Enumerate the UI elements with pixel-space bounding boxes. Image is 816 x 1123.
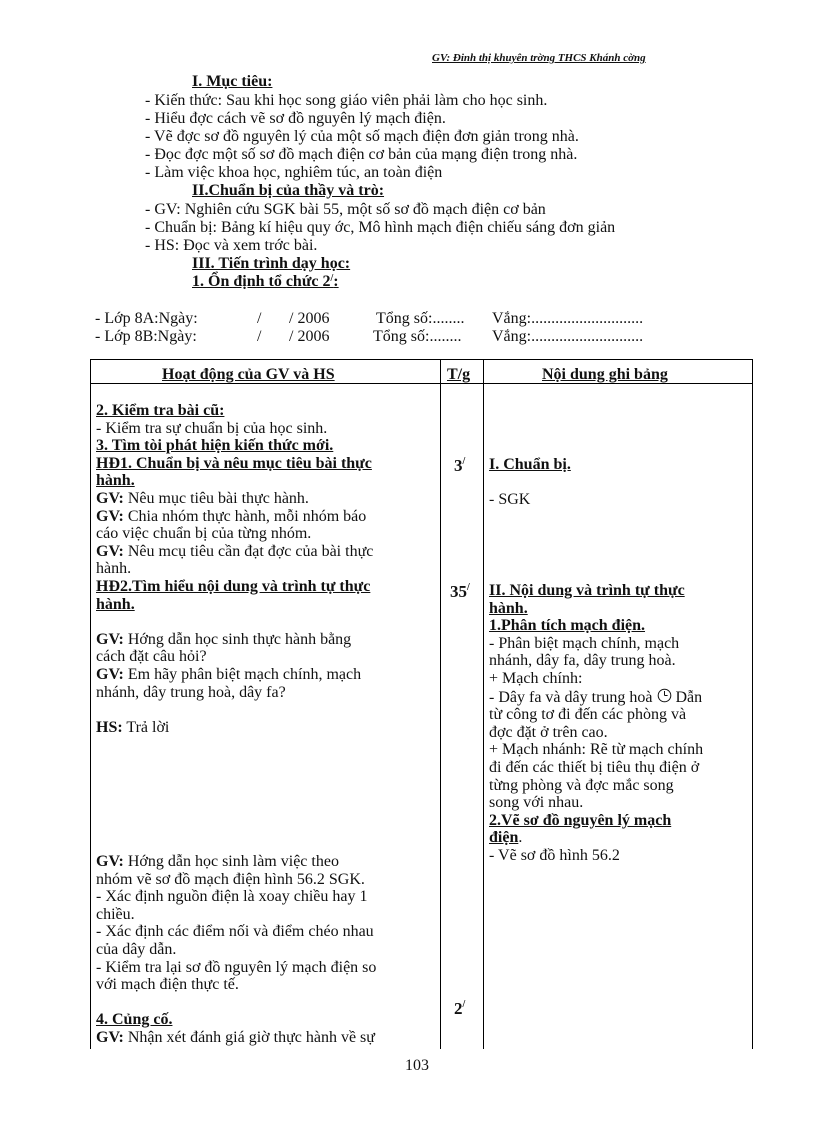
time-number: 35 — [450, 582, 467, 601]
hd1-line — [96, 490, 436, 508]
line-text: hành. — [96, 560, 132, 578]
content-column — [489, 456, 749, 509]
kiemtra-text: - Kiểm tra sự chuẩn bị của học sinh. — [96, 419, 328, 437]
class-8b-year: / 2006 — [289, 328, 330, 345]
r2-line: đi đến các thiết bị tiêu thụ điện ở — [489, 758, 700, 776]
r2-last: - Vẽ sơ đồ hình 56.2 — [489, 846, 620, 864]
hd2-line — [96, 666, 436, 684]
line-text: Nêu mục tiêu bài thực hành. — [123, 489, 309, 507]
hd3-line — [96, 976, 436, 994]
line-text: Trả lời — [122, 718, 170, 736]
activities-column — [96, 402, 436, 736]
table-header-content: Nội dung ghi bảng — [542, 366, 668, 383]
class-8a-year: / 2006 — [289, 310, 330, 327]
timtoi-title: 3. Tìm tòi phát hiện kiến thức mới. — [96, 437, 334, 455]
class-8b-absent: Vắng:............................ — [492, 328, 644, 345]
time-mark: / — [462, 456, 466, 467]
speaker: GV: — [96, 853, 124, 870]
r2-line: + Mạch nhánh: Rẽ từ mạch chính — [489, 741, 704, 759]
hd1-line — [96, 525, 436, 543]
cungco-title: 4. Củng cố. — [96, 1011, 173, 1029]
time-mark: / — [467, 582, 470, 593]
line-text: với mạch điện thực tế. — [96, 976, 239, 994]
r2-line: từng phòng và đợc mắc song — [489, 776, 674, 794]
line-text: cáo việc chuẩn bị của từng nhóm. — [96, 525, 312, 543]
line-text: Hớng dẫn học sinh làm việc theo — [123, 853, 339, 870]
time-value — [450, 582, 470, 602]
class-8b-total: Tổng số:........ — [373, 328, 462, 345]
hd3-line — [96, 853, 436, 871]
objective-item: - Làm việc khoa học, nghiêm túc, an toàn điện — [145, 164, 443, 181]
class-8b-slash: / — [257, 328, 262, 345]
hd2-line — [96, 684, 436, 702]
hd1-line — [96, 508, 436, 526]
r2-title-cont: hành. — [489, 599, 528, 617]
line-text: điện — [489, 829, 519, 847]
speaker: HS: — [96, 718, 123, 736]
page-header: GV: Đinh thị khuyên trờng THCS Khánh cờng — [432, 52, 646, 64]
line-text: Chia nhóm thực hành, mỗi nhóm báo — [123, 507, 367, 525]
r2-line: đợc đặt ở trên cao. — [489, 723, 608, 741]
speaker: GV: — [96, 542, 124, 560]
activities-column-lower — [96, 853, 436, 1047]
hd2-title-cont: hành. — [96, 595, 135, 613]
hd1-title: HĐ1. Chuẩn bị và nêu mục tiêu bài thực — [96, 454, 372, 472]
hd1-line — [96, 543, 436, 561]
r2-sub1: 1.Phân tích mạch điện. — [489, 617, 646, 635]
preparation-item: - Chuẩn bị: Bảng kí hiệu quy ớc, Mô hình mạch điện chiếu sáng đơn giản — [145, 219, 616, 236]
line-text: chiều. — [96, 905, 135, 923]
line-text: nhóm vẽ sơ đồ mạch điện hình 56.2 SGK. — [96, 870, 365, 888]
section-title-preparation: II.Chuẩn bị của thầy và trò: — [192, 182, 385, 199]
class-8a-slash: / — [257, 310, 262, 327]
time-value — [454, 456, 465, 476]
class-8a-absent: Vắng:............................ — [492, 310, 644, 327]
r2-line: - Phân biệt mạch chính, mạch — [489, 634, 680, 652]
speaker: GV: — [96, 630, 124, 648]
section-title-objectives: I. Mục tiêu: — [192, 73, 273, 90]
table-header-activities: Hoạt động của GV và HS — [162, 366, 335, 383]
r1-title: I. Chuẩn bị. — [489, 456, 571, 473]
time-number: 3 — [454, 456, 463, 475]
hd3-line — [96, 923, 436, 941]
hs-line — [96, 719, 436, 737]
class-8a-total: Tổng số:........ — [376, 310, 465, 327]
line-text: nhánh, dây trung hoà, dây fa? — [96, 683, 286, 701]
line-text: Nhận xét đánh giá giờ thực hành về sự — [123, 1028, 375, 1046]
line-text: cách đặt câu hỏi? — [96, 648, 207, 666]
r2-line: nhánh, dây fa, dây trung hoà. — [489, 652, 676, 670]
r2-sub2-cont — [489, 829, 751, 847]
hd2-line — [96, 631, 436, 649]
hd1-title-cont: hành. — [96, 472, 135, 490]
r2-sub2: 2.Vẽ sơ đồ nguyên lý mạch — [489, 811, 672, 829]
line-text: Nêu mcụ tiêu cần đạt đợc của bài thực — [123, 542, 374, 560]
speaker: GV: — [96, 489, 124, 507]
line-text: Em hãy phân biệt mạch chính, mạch — [123, 665, 362, 683]
line-text: - Dây fa và dây trung hoà — [489, 688, 657, 706]
hd2-title: HĐ2.Tìm hiểu nội dung và trình tự thực — [96, 577, 371, 595]
line-text: - Xác định nguồn điện là xoay chiều hay 1 — [96, 888, 368, 906]
section-title-process: III. Tiến trình dạy học: — [192, 255, 351, 272]
r1-text: - SGK — [489, 491, 531, 509]
hd1-line — [96, 560, 436, 578]
cungco-line — [96, 1029, 436, 1047]
subtitle-sup: / — [330, 273, 334, 284]
table-header-time: T/g — [447, 366, 471, 383]
line-text: của dây dẫn. — [96, 940, 177, 958]
line-text: Hớng dẫn học sinh thực hành bằng — [123, 630, 352, 648]
kiemtra-title: 2. Kiểm tra bài cũ: — [96, 402, 225, 419]
preparation-item: - GV: Nghiên cứu SGK bài 55, một số sơ đồ mạch điện cơ bản — [145, 201, 546, 218]
hd3-line — [96, 941, 436, 959]
line-text: - Kiểm tra lại sơ đồ nguyên lý mạch điện so — [96, 958, 377, 976]
objective-item: - Hiểu đợc cách vẽ sơ đồ nguyên lý mạch điện. — [145, 110, 446, 127]
hd3-line — [96, 906, 436, 924]
speaker: GV: — [96, 665, 124, 683]
time-value — [454, 999, 465, 1019]
subtitle-end: : — [333, 273, 339, 290]
hd3-line — [96, 871, 436, 889]
speaker: GV: — [96, 507, 124, 525]
time-mark: / — [462, 999, 466, 1010]
line-text: - Xác định các điểm nối và điểm chéo nhau — [96, 923, 374, 941]
page-number: 103 — [405, 1057, 429, 1074]
subtitle-text: 1. Ổn định tổ chức 2 — [192, 273, 331, 290]
class-8a-label: - Lớp 8A:Ngày: — [95, 310, 198, 327]
objective-item: - Đọc đợc một số sơ đồ mạch điện cơ bản của mạng điện trong nhà. — [145, 146, 578, 163]
r2-line-clock — [489, 688, 751, 707]
section-subtitle-organization — [192, 273, 339, 291]
hd3-line — [96, 959, 436, 977]
objective-item: - Kiến thức: Sau khi học song giáo viên phải làm cho học sinh. — [145, 92, 548, 109]
hd2-line — [96, 648, 436, 666]
hd3-line — [96, 888, 436, 906]
r2-title: II. Nội dung và trình tự thực — [489, 582, 685, 599]
class-8b-label: - Lớp 8B:Ngày: — [95, 328, 197, 345]
line-text: . — [518, 829, 523, 847]
r2-line: + Mạch chính: — [489, 669, 583, 687]
content-column-2 — [489, 582, 751, 865]
speaker: GV: — [96, 1028, 124, 1046]
clock-icon — [657, 688, 672, 703]
r2-line: từ công tơ đi đến các phòng và — [489, 706, 687, 724]
objective-item: - Vẽ đợc sơ đồ nguyên lý của một số mạch điện đơn giản trong nhà. — [145, 128, 579, 145]
time-number: 2 — [454, 999, 463, 1018]
preparation-item: - HS: Đọc và xem trớc bài. — [145, 237, 318, 254]
line-text: Dẫn — [671, 688, 703, 706]
r2-line: song với nhau. — [489, 794, 584, 812]
